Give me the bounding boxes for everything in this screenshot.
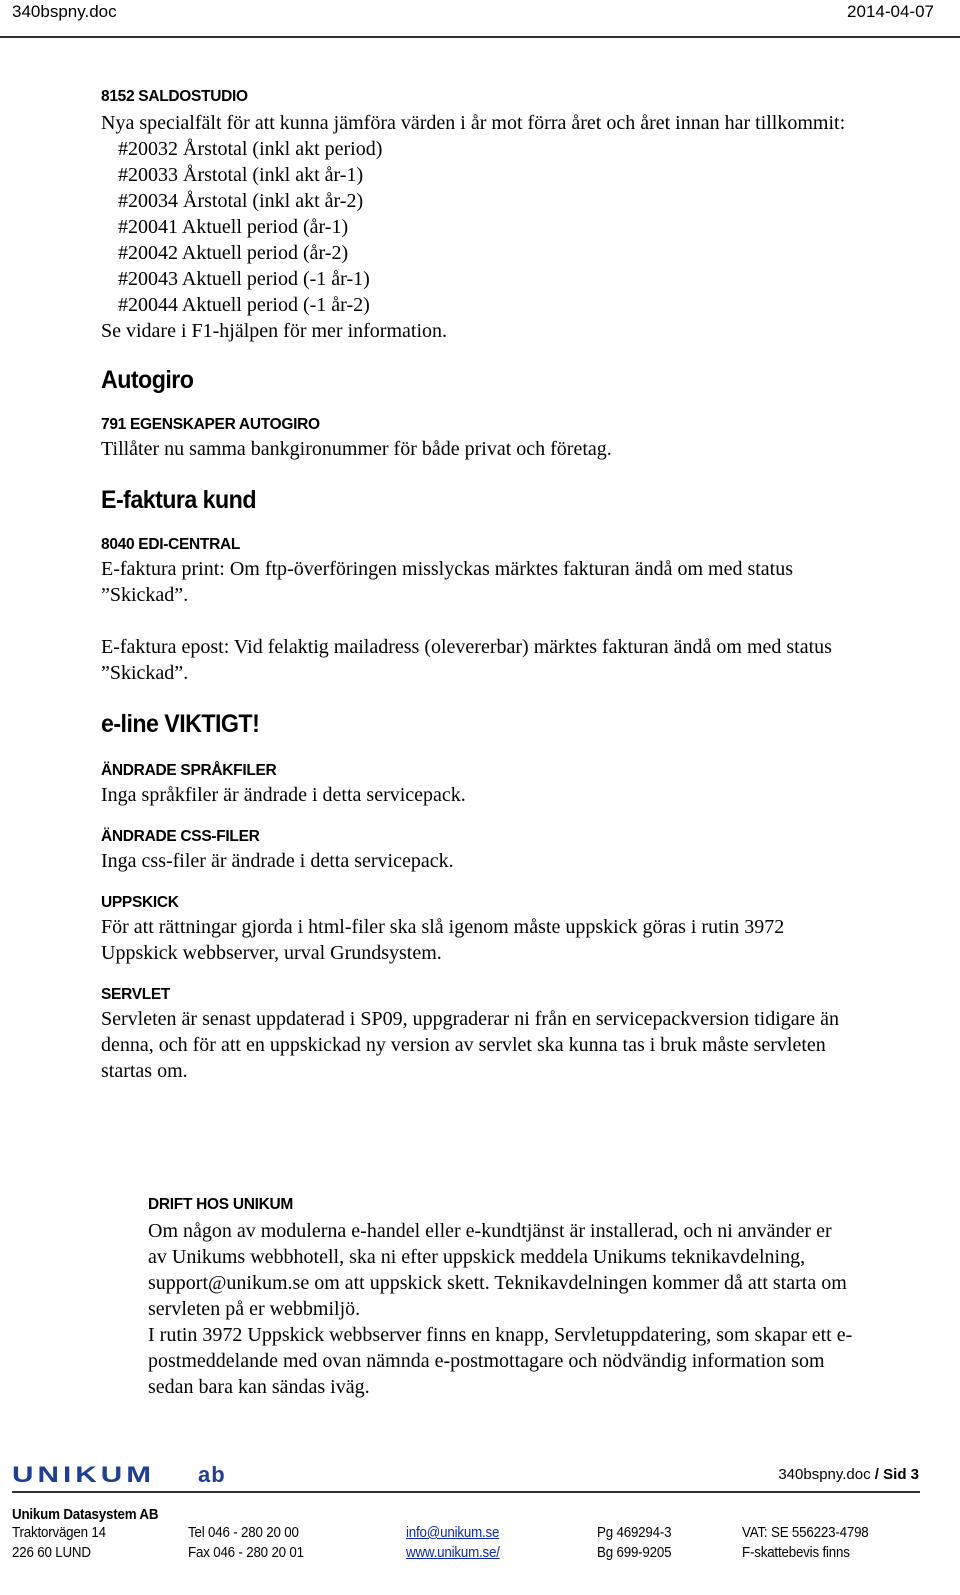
css-text: Inga css-filer är ändrade i detta servicepack. xyxy=(101,850,454,872)
uppskick-heading: UPPSKICK xyxy=(101,894,179,911)
efaktura-para2-line1: E-faktura epost: Vid felaktig mailadress (olevererbar) märktes fakturan ändå om med status xyxy=(101,636,832,658)
uppskick-line: Uppskick webbserver, urval Grundsystem. xyxy=(101,942,442,964)
footer-company: Unikum Datasystem AB xyxy=(12,1507,159,1523)
saldo-heading: 8152 SALDOSTUDIO xyxy=(101,88,248,105)
header-filename: 340bspny.doc xyxy=(12,2,117,21)
eline-title: e-line VIKTIGT! xyxy=(101,710,260,738)
footer-divider xyxy=(12,1491,920,1493)
servlet-heading: SERVLET xyxy=(101,986,171,1003)
footer-web-link[interactable]: www.unikum.se/ xyxy=(406,1545,500,1561)
footer-tel: Tel 046 - 280 20 00 xyxy=(188,1525,299,1541)
drift-heading: DRIFT HOS UNIKUM xyxy=(148,1196,294,1213)
saldo-item: #20033 Årstotal (inkl akt år-1) xyxy=(118,164,364,186)
page-number xyxy=(778,1466,919,1483)
lang-text: Inga språkfiler är ändrade i detta servicepack. xyxy=(101,784,466,806)
page-header xyxy=(0,0,960,38)
saldo-intro: Nya specialfält för att kunna jämföra värden i år mot förra året och året innan har tillkommit: xyxy=(101,112,846,134)
saldo-item: #20032 Årstotal (inkl akt period) xyxy=(118,138,383,160)
drift-line: I rutin 3972 Uppskick webbserver finns en knapp, Servletuppdatering, som skapar ett e- xyxy=(148,1324,853,1346)
page-file: 340bspny.doc xyxy=(778,1466,871,1483)
page-label: Sid 3 xyxy=(883,1466,919,1483)
footer-address2: 226 60 LUND xyxy=(12,1545,91,1561)
logo-wordmark: UNIKUM xyxy=(12,1462,156,1487)
footer-vat: VAT: SE 556223-4798 xyxy=(742,1525,869,1541)
lang-heading: ÄNDRADE SPRÅKFILER xyxy=(101,762,277,779)
header-divider xyxy=(0,36,960,38)
drift-line: Om någon av modulerna e-handel eller e-kundtjänst är installerad, och ni använder er xyxy=(148,1220,832,1242)
footer-pg: Pg 469294-3 xyxy=(597,1525,672,1541)
footer-fax: Fax 046 - 280 20 01 xyxy=(188,1545,304,1561)
saldo-item: #20034 Årstotal (inkl akt år-2) xyxy=(118,190,364,212)
page-sep: / xyxy=(870,1466,884,1483)
header-date: 2014-04-07 xyxy=(847,2,934,21)
footer-address1: Traktorvägen 14 xyxy=(12,1525,106,1541)
efaktura-heading: 8040 EDI-CENTRAL xyxy=(101,536,241,553)
saldo-outro: Se vidare i F1-hjälpen för mer information. xyxy=(101,320,448,342)
servlet-line: denna, och för att en uppskickad ny version av servlet ska kunna tas i bruk måste servleten xyxy=(101,1034,826,1056)
unikum-logo xyxy=(12,1462,226,1488)
autogiro-title: Autogiro xyxy=(101,366,194,394)
efaktura-para2-line2: ”Skickad”. xyxy=(101,662,189,684)
drift-line: sedan bara kan sändas iväg. xyxy=(148,1376,370,1398)
drift-line: av Unikums webbhotell, ska ni efter uppskick meddela Unikums teknikavdelning, xyxy=(148,1246,806,1268)
uppskick-line: För att rättningar gjorda i html-filer ska slå igenom måste uppskick göras i rutin 3972 xyxy=(101,916,785,938)
servlet-line: startas om. xyxy=(101,1060,188,1082)
drift-line: postmeddelande med ovan nämnda e-postmottagare och nödvändig information som xyxy=(148,1350,825,1372)
autogiro-heading: 791 EGENSKAPER AUTOGIRO xyxy=(101,416,320,433)
footer-bg: Bg 699-9205 xyxy=(597,1545,672,1561)
servlet-line: Servleten är senast uppdaterad i SP09, uppgraderar ni från en servicepackversion tidigare än xyxy=(101,1008,840,1030)
drift-section xyxy=(148,1196,948,1400)
efaktura-para1-line2: ”Skickad”. xyxy=(101,584,189,606)
saldo-item: #20041 Aktuell period (år-1) xyxy=(118,216,349,238)
footer-email-link[interactable]: info@unikum.se xyxy=(406,1525,500,1541)
autogiro-text: Tillåter nu samma bankgironummer för både privat och företag. xyxy=(101,438,612,460)
drift-line: servleten på er webbmiljö. xyxy=(148,1298,361,1320)
saldo-item: #20043 Aktuell period (-1 år-1) xyxy=(118,268,370,290)
css-heading: ÄNDRADE CSS-FILER xyxy=(101,828,260,845)
footer-fskatt: F-skattebevis finns xyxy=(742,1545,850,1561)
efaktura-title: E-faktura kund xyxy=(101,486,256,514)
efaktura-para1-line1: E-faktura print: Om ftp-överföringen misslyckas märktes fakturan ändå om med status xyxy=(101,558,794,580)
document-body xyxy=(101,88,946,1084)
logo-suffix: ab xyxy=(198,1462,226,1487)
saldo-item: #20044 Aktuell period (-1 år-2) xyxy=(118,294,370,316)
saldo-item: #20042 Aktuell period (år-2) xyxy=(118,242,349,264)
drift-line: support@unikum.se om att uppskick skett. Teknikavdelningen kommer då att starta om xyxy=(148,1272,847,1294)
